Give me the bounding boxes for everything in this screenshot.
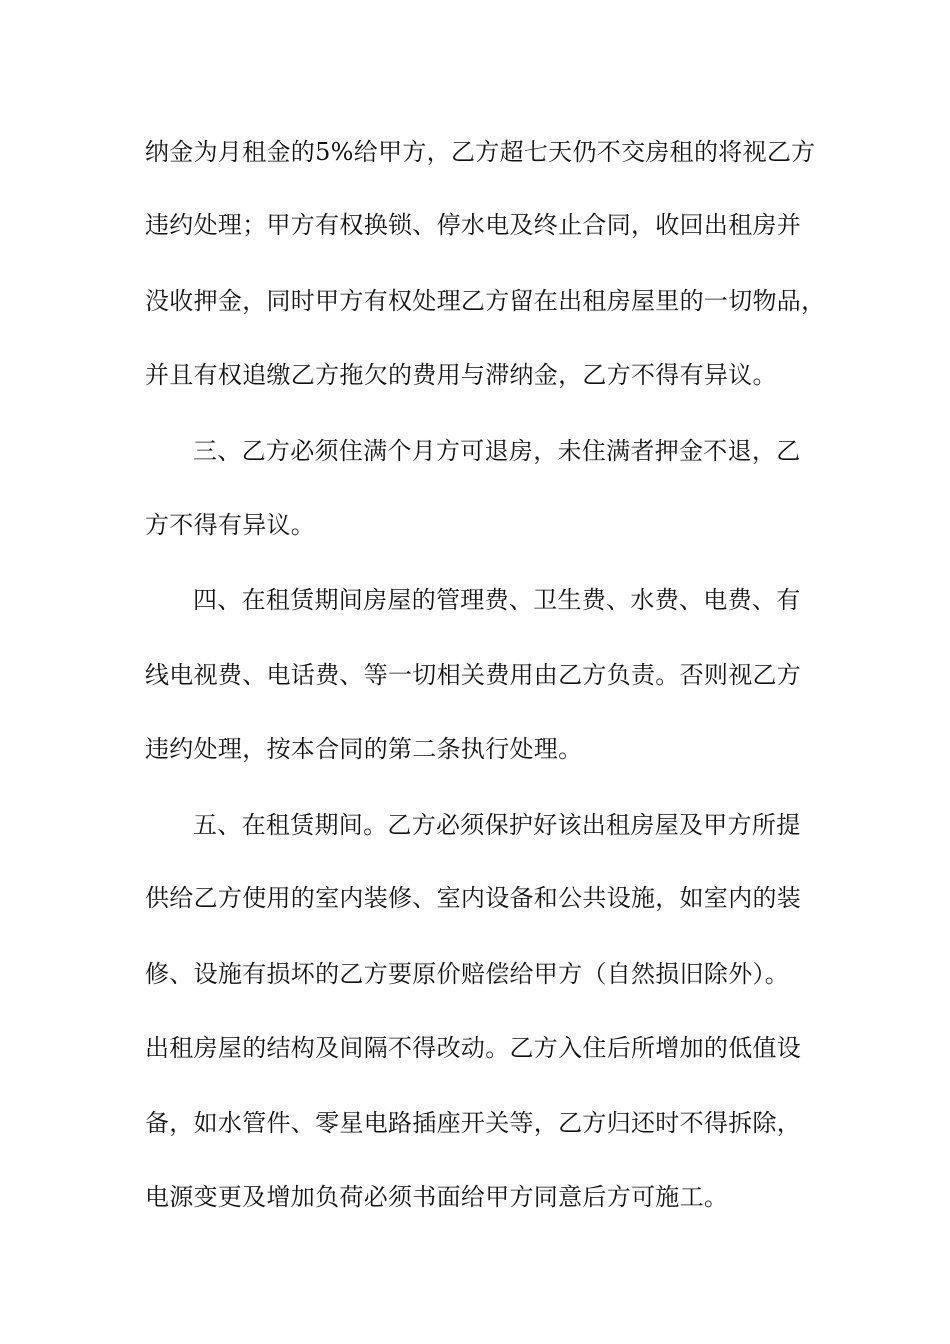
- clause-three-line-2: 方不得有异议。: [145, 511, 316, 539]
- clause-four-line-3: 违约处理，按本合同的第二条执行处理。: [145, 735, 583, 763]
- clause-five-line-6: 电源变更及增加负荷必须书面给甲方同意后方可施工。: [145, 1183, 729, 1211]
- clause-five-line-4: 出租房屋的结构及间隔不得改动。乙方入住后所增加的低值设: [145, 1034, 802, 1062]
- clause-five-line-3: 修、设施有损坏的乙方要原价赔偿给甲方（自然损旧除外）。: [145, 960, 790, 988]
- clause-four-line-2: 线电视费、电话费、等一切相关费用由乙方负责。否则视乙方: [145, 661, 802, 689]
- text-line-4: 并且有权追缴乙方拖欠的费用与滞纳金，乙方不得有异议。: [145, 361, 777, 389]
- text-line-2: 违约处理；甲方有权换锁、停水电及终止合同，收回出租房并: [145, 211, 802, 239]
- clause-three-line-1: 三、乙方必须住满个月方可退房，未住满者押金不退，乙: [193, 437, 801, 465]
- clause-five-line-1: 五、在租赁期间。乙方必须保护好该出租房屋及甲方所提: [193, 811, 801, 839]
- clause-five-line-5: 备，如水管件、零星电路插座开关等，乙方归还时不得拆除，: [145, 1109, 802, 1137]
- text-line-1: 纳金为月租金的5%给甲方，乙方超七天仍不交房租的将视乙方: [145, 138, 816, 166]
- clause-five-line-2: 供给乙方使用的室内装修、室内设备和公共设施，如室内的装: [145, 884, 802, 912]
- clause-four-line-1: 四、在租赁期间房屋的管理费、卫生费、水费、电费、有: [193, 586, 801, 614]
- text-line-3: 没收押金，同时甲方有权处理乙方留在出租房屋里的一切物品，: [145, 287, 826, 315]
